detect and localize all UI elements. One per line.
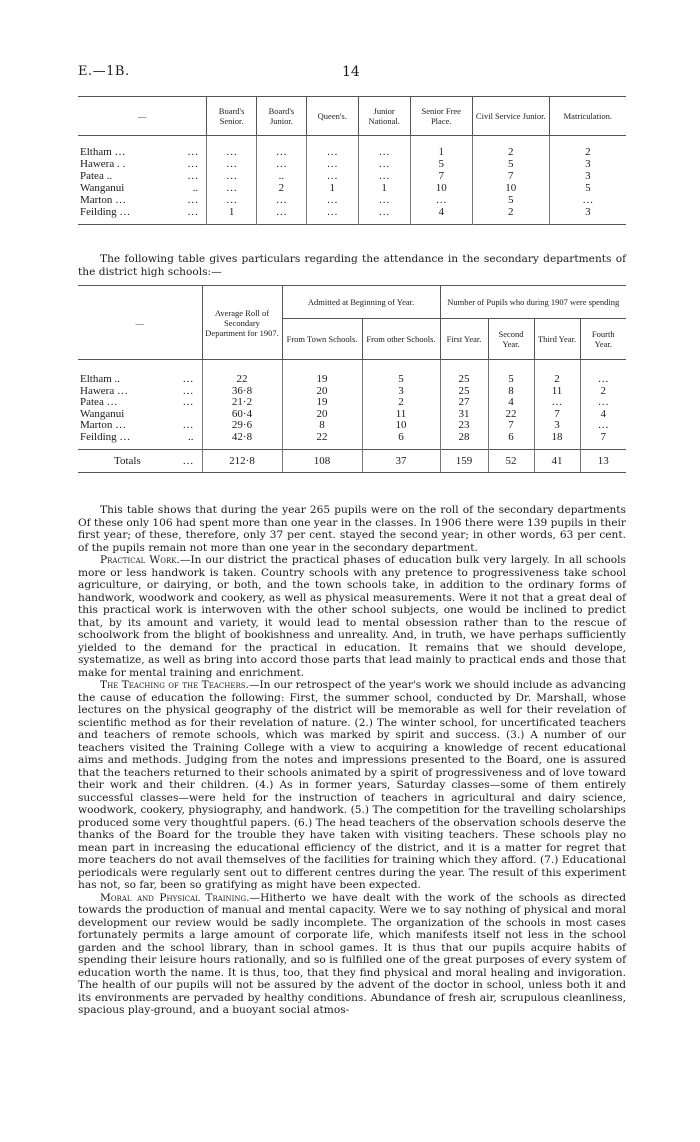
table-cell: 212·8: [202, 449, 282, 472]
column-header: Board's Junior.: [257, 97, 307, 136]
table-cell: 22: [282, 432, 362, 449]
column-header: Civil Service Junior.: [472, 97, 549, 136]
school-name: Wanganui ..: [80, 182, 199, 194]
column-header: Matriculation.: [549, 97, 626, 136]
table-row: [78, 136, 626, 159]
table-cell: …: [358, 136, 410, 159]
table-cell: …: [257, 206, 307, 225]
table-cell: 2: [472, 206, 549, 225]
table-cell: …: [306, 136, 358, 159]
table-cell: …: [257, 158, 307, 170]
table-row: [78, 432, 626, 449]
table-cell: …: [358, 194, 410, 206]
table-row: [78, 170, 626, 182]
table-row: [78, 182, 626, 194]
totals-label: Totals …: [78, 449, 202, 472]
column-header-second-year: Second Year.: [488, 319, 534, 360]
table-cell: …: [534, 397, 580, 409]
table-cell: 8: [282, 420, 362, 432]
table-cell: 25: [440, 360, 488, 386]
moral-training-paragraph: Moral and Physical Training.—Hitherto we have dealt with the work of the schools as directed towards the production of manual and mental capacity. Were we to say nothing of physical and moral development our review would be sadly incomplete. The organization of the schools in most cases fortunately permits a large amount of corporate life, which manifests itself not less in the school garden and the school library, than in school games. It is thus that our pupils acquire habits of spending their leisure hours rationally, and so is fulfilled one of the great purposes of every system of education worth the name. It is thus, too, that they find physical and moral healing and invigoration. The health of our pupils will not be assured by the advent of the doctor in school, unless both it and its environments are pervaded by healthy conditions. Abundance of fresh air, scrupulous cleanliness, spacious play-ground, and a buoyant social atmos-: [78, 891, 626, 1016]
table-cell: 6: [488, 432, 534, 449]
table-cell: 2: [362, 397, 440, 409]
examination-results-table: [78, 96, 626, 225]
table-cell: 5: [410, 158, 472, 170]
table-cell: 4: [488, 397, 534, 409]
attendance-paragraph: This table shows that during the year 265 pupils were on the roll of the secondary departments Of these only 106 had spent more than one year in the classes. In 1906 there were 139 pupils in their first year; of these, therefore, only 37 per cent. stayed the second year; in other words, 63 per cent. of the pupils remain not more than one year in the secondary department.: [78, 504, 626, 554]
page-number: 14: [342, 64, 360, 80]
table-cell: 21·2: [202, 397, 282, 409]
column-header-third-year: Third Year.: [534, 319, 580, 360]
table-cell: 20: [282, 409, 362, 421]
column-header-from-other: From other Schools.: [362, 319, 440, 360]
table-cell: 5: [362, 360, 440, 386]
table-cell: 5: [549, 182, 626, 194]
table-cell: …: [306, 158, 358, 170]
table-cell: 2: [549, 136, 626, 159]
section-heading: The Teaching of the Teachers.: [100, 679, 249, 691]
table-cell: 7: [488, 420, 534, 432]
table-cell: 7: [472, 170, 549, 182]
school-name: Hawera . . …: [80, 158, 199, 170]
attendance-table: [78, 285, 626, 473]
table-cell: …: [257, 136, 307, 159]
section-heading: Practical Work.: [100, 554, 180, 566]
table-cell: 6: [362, 432, 440, 449]
table-cell: …: [306, 206, 358, 225]
table-cell: …: [207, 194, 257, 206]
table-cell: …: [410, 194, 472, 206]
table-cell: 29·6: [202, 420, 282, 432]
table-cell: 25: [440, 386, 488, 398]
school-name: Patea … …: [80, 396, 194, 409]
table-row: [78, 158, 626, 170]
table-cell: 10: [410, 182, 472, 194]
totals-row: [78, 449, 626, 472]
table-cell: 3: [549, 158, 626, 170]
table-cell: …: [306, 194, 358, 206]
column-header: —: [78, 97, 207, 136]
table-cell: 108: [282, 449, 362, 472]
table-cell: 31: [440, 409, 488, 421]
table-cell: 23: [440, 420, 488, 432]
table-cell: 1: [306, 182, 358, 194]
table-cell: 3: [362, 386, 440, 398]
table-cell: …: [358, 170, 410, 182]
column-header: Senior Free Place.: [410, 97, 472, 136]
column-header: Queen's.: [306, 97, 358, 136]
table-cell: 1: [358, 182, 410, 194]
table-cell: 22: [488, 409, 534, 421]
table-cell: …: [306, 170, 358, 182]
table-cell: 7: [410, 170, 472, 182]
table-cell: 8: [488, 386, 534, 398]
table-cell: …: [207, 170, 257, 182]
table-header-row: [78, 97, 626, 136]
column-header-number-of-pupils: Number of Pupils who during 1907 were spending: [440, 286, 626, 319]
table-cell: 2: [472, 136, 549, 159]
practical-work-paragraph: Practical Work.—In our district the practical phases of education bulk very largely. In all schools more or less handwork is taken. Country schools with any pretence to progressiveness take school agriculture, or dairying, or both, and the town schools take, in addition to the ordinary forms of handwork, woodwork and cookery, as well as physical measurements. Were it not that a great deal of this practical work is interwoven with the other school subjects, one would be inclined to predict that, by its amount and variety, it would lead to mental obsession rather than to the rescue of schoolwork from the blight of bookishness and unreality. And, in truth, we have perhaps sufficiently yielded to the demand for the practical in education. It remains that we should develope, systematize, as well as bring into accord those parts that lead mainly to practical ends and those that make for mental training and enrichment.: [78, 554, 626, 679]
table-cell: 37: [362, 449, 440, 472]
school-name: Eltham … …: [80, 146, 199, 158]
table-row: [78, 397, 626, 409]
table-cell: …: [580, 397, 626, 409]
column-header: —: [78, 286, 202, 360]
table-cell: 20: [282, 386, 362, 398]
school-name: Patea .. …: [80, 170, 199, 182]
school-name: Eltham .. …: [80, 373, 194, 385]
table-cell: 5: [472, 194, 549, 206]
school-name: Feilding … ..: [80, 430, 194, 443]
table-cell: 36·8: [202, 386, 282, 398]
table-cell: …: [580, 360, 626, 386]
table-cell: 60·4: [202, 409, 282, 421]
table-intro-paragraph: The following table gives particulars regarding the attendance in the secondary departments of the district high schools:—: [78, 253, 626, 278]
table-cell: 42·8: [202, 432, 282, 449]
school-name: Marton … …: [80, 194, 199, 206]
table-cell: 52: [488, 449, 534, 472]
table-cell: …: [549, 194, 626, 206]
table-cell: 11: [534, 386, 580, 398]
report-body: [78, 504, 626, 1017]
table-row: [78, 386, 626, 398]
table-cell: 28: [440, 432, 488, 449]
table-row: [78, 420, 626, 432]
table-cell: 4: [410, 206, 472, 225]
table-row: [78, 194, 626, 206]
table-cell: …: [207, 158, 257, 170]
column-header-fourth-year: Fourth Year.: [580, 319, 626, 360]
table-header-row: [78, 286, 626, 319]
table-cell: 1: [410, 136, 472, 159]
table-cell: 5: [488, 360, 534, 386]
table-cell: …: [580, 420, 626, 432]
table-cell: 22: [202, 360, 282, 386]
school-name: Wanganui: [80, 407, 125, 420]
column-header-from-town: From Town Schools.: [282, 319, 362, 360]
table-cell: 159: [440, 449, 488, 472]
table-cell: 18: [534, 432, 580, 449]
school-name: Hawera … …: [80, 384, 194, 397]
table-cell: 10: [472, 182, 549, 194]
table-cell: 13: [580, 449, 626, 472]
column-header-average-roll: Average Roll of Secondary Department for 1907.: [202, 286, 282, 360]
table-cell: 5: [472, 158, 549, 170]
column-header-admitted: Admitted at Beginning of Year.: [282, 286, 440, 319]
table-cell: …: [257, 194, 307, 206]
table-row: [78, 360, 626, 386]
table-cell: 1: [207, 206, 257, 225]
table-cell: 7: [580, 432, 626, 449]
table-cell: …: [207, 136, 257, 159]
column-header: Junior National.: [358, 97, 410, 136]
table-cell: 19: [282, 360, 362, 386]
table-row: [78, 206, 626, 225]
table-cell: 2: [534, 360, 580, 386]
table-cell: 3: [549, 170, 626, 182]
table-cell: …: [207, 182, 257, 194]
table-cell: 2: [580, 386, 626, 398]
table-cell: …: [358, 158, 410, 170]
report-reference: E.—1B.: [78, 64, 130, 79]
section-heading: Moral and Physical Training.: [100, 891, 250, 904]
table-cell: 3: [549, 206, 626, 225]
table-cell: 19: [282, 397, 362, 409]
table-cell: 27: [440, 397, 488, 409]
table-cell: 3: [534, 420, 580, 432]
table-row: [78, 409, 626, 421]
table-cell: …: [358, 206, 410, 225]
column-header: Board's Senior.: [207, 97, 257, 136]
table-cell: 11: [362, 409, 440, 421]
school-name: Feilding … …: [80, 206, 199, 218]
table-cell: 2: [257, 182, 307, 194]
teaching-paragraph: The Teaching of the Teachers.—In our retrospect of the year's work we should include as advancing the cause of education the following: First, the summer school, conducted by Dr. Marshall, whose lectures on the physical geography of the district will be memorable as well for their revelation of scientific method as for their revelation of nature. (2.) The winter school, for uncertificated teachers and teachers of remote schools, which was marked by spirit and success. (3.) A number of our teachers visited the Training College with a view to acquiring a knowledge of recent educational aims and methods. Judging from the notes and impressions presented to the Board, one is assured that the teachers returned to their schools animated by a spirit of progressiveness and of love toward their work and their children. (4.) As in former years, Saturday classes—some of them entirely successful classes—were held for the instruction of teachers in agricultural and dairy science, woodwork, cookery, physiography, and handwork. (5.) The competition for the travelling scholarships produced some very thoughtful papers. (6.) The head teachers of the observation schools deserve the thanks of the Board for the trouble they have taken with visiting teachers. These schools play no mean part in increasing the educational efficiency of the district, and it is a matter for regret that more teachers do not avail themselves of the facilities for training which they afford. (7.) Educational periodicals were regularly sent out to different centres during the year. The result of this experiment has not, so far, been so gratifying as might have been expected.: [78, 679, 627, 891]
column-header-first-year: First Year.: [440, 319, 488, 360]
school-name: Marton … …: [80, 419, 194, 432]
table-cell: 41: [534, 449, 580, 472]
table-cell: 10: [362, 420, 440, 432]
table-cell: 7: [534, 409, 580, 421]
table-cell: ..: [257, 170, 307, 182]
table-cell: 4: [580, 409, 626, 421]
